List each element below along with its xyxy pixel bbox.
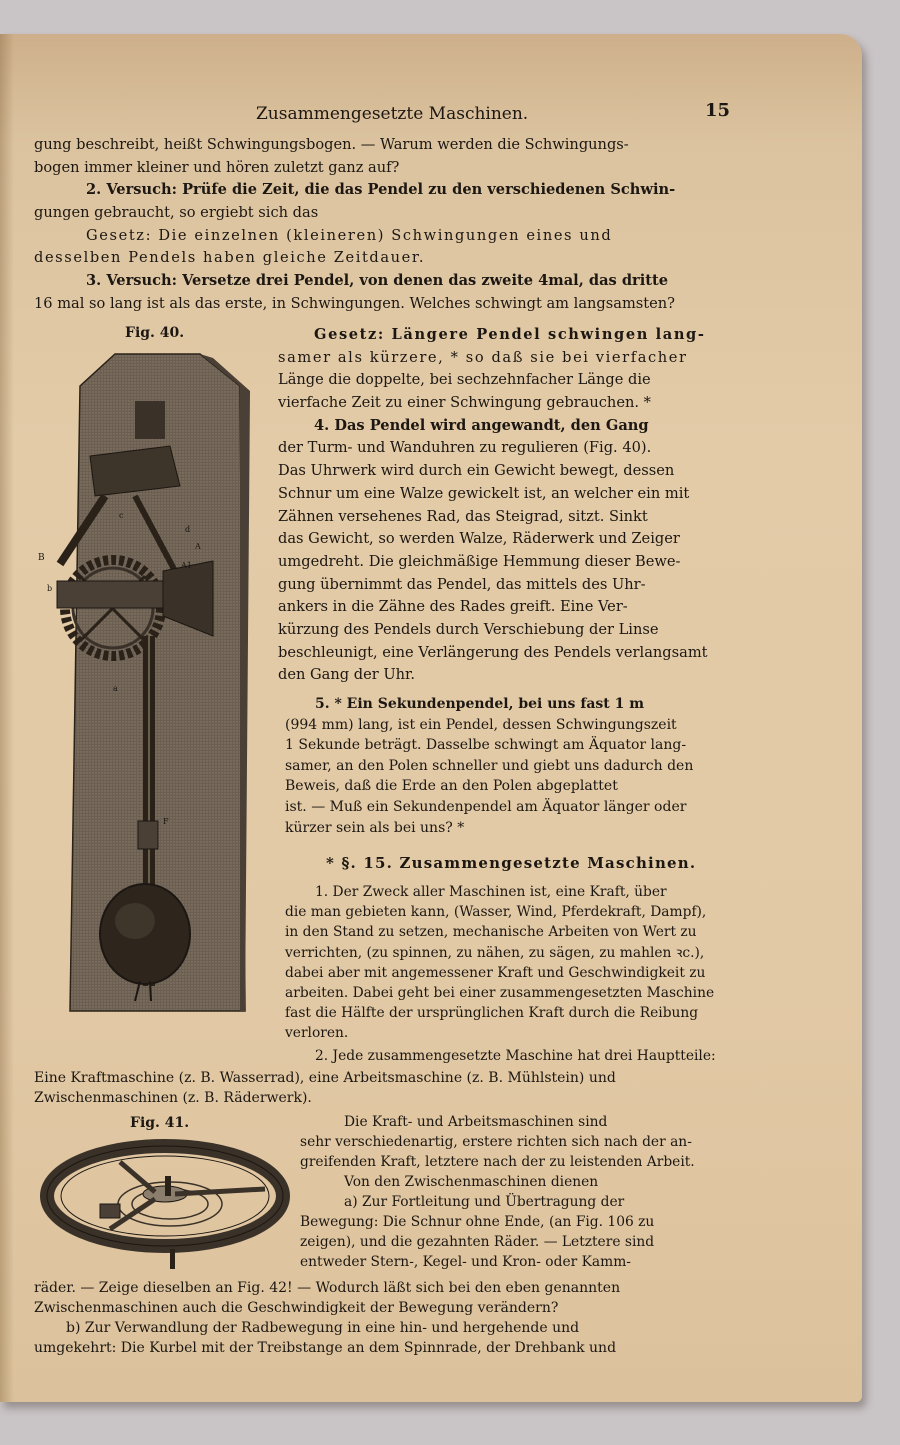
text-line: zeigen), und die gezahnten Räder. — Letztere sind [300,1234,655,1250]
bottom-text-block [34,1278,774,1358]
text-line: in den Stand zu setzen, mechanische Arbeiten von Wert zu [285,924,697,941]
text-line: beschleunigt, eine Verlängerung des Pendels verlangsamt [278,643,708,661]
fig40-label-a: a [113,684,118,693]
fig40-pendulum-clock-illustration [35,346,260,1036]
fig40-label-b: b [47,584,53,593]
point-2 [315,1046,755,1066]
fig41-balance-wheel-illustration [40,1134,290,1274]
fig40-label-d: d [185,525,191,534]
experiment-2: 2. Versuch: Prüfe die Zeit, die das Pendel zu den verschiedenen Schwin- [86,181,676,199]
text-line: umgedreht. Die gleichmäßige Hemmung dieser Bewe- [278,552,681,570]
text-line: kürzer sein als bei uns? * [285,819,465,836]
text-line: 16 mal so lang ist als das erste, in Schwingungen. Welches schwingt am langsamsten? [34,294,675,312]
text-line: fast die Hälfte der ursprünglichen Kraft durch die Reibung [285,1005,699,1022]
three-main-parts [34,1068,774,1108]
text-line: Beweis, daß die Erde an den Polen abgeplattet [285,778,618,795]
page-number: 15 [705,100,731,121]
text-line: die man gebieten kann, (Wasser, Wind, Pferdekraft, Dampf), [285,904,707,921]
text-line: samer, an den Polen schneller und giebt uns dadurch den [285,757,694,774]
text-line: ankers in die Zähne des Rades greift. Eine Ver- [278,598,628,616]
text-line: das Gewicht, so werden Walze, Räderwerk und Zeiger [278,530,680,548]
text-line: Länge die doppelte, bei sechzehnfacher Länge die [278,371,651,389]
machines-description [300,1112,755,1272]
text-line: entweder Stern-, Kegel- und Kron- oder Kamm- [300,1254,631,1270]
fig40-label-A: A [195,542,201,551]
law-longer-pendulum: Gesetz: Längere Pendel schwingen lang- [314,326,706,343]
text-line: Bewegung: Die Schnur ohne Ende, (an Fig. 106 zu [300,1214,655,1230]
text-line: arbeiten. Dabei geht bei einer zusammengesetzten Maschine [285,984,715,1001]
point-b: b) Zur Verwandlung der Radbewegung in eine hin- und hergehende und [66,1320,580,1336]
text-line: der Turm- und Wanduhren zu regulieren (Fig. 40). [278,439,652,457]
fig40-label-F: F [163,817,169,826]
law-statement: Gesetz: Die einzelnen (kleineren) Schwingungen eines und [86,226,613,244]
point-1: 1. Der Zweck aller Maschinen ist, eine Kraft, über [315,884,667,900]
fig40-label-B: B [38,553,45,563]
text-line: bogen immer kleiner und hören zuletzt ganz auf? [34,158,400,176]
running-title: Zusammengesetzte Maschinen. [256,104,529,124]
fig40-label-A1: A1 [181,561,192,570]
text-line: (994 mm) lang, ist ein Pendel, dessen Schwingungszeit [285,716,677,733]
text-line: umgekehrt: Die Kurbel mit der Treibstange an dem Spinnrade, der Drehbank und [34,1340,617,1356]
section-paragraph-1 [285,882,745,1044]
right-column-pendulum-law [278,324,748,687]
text-line: kürzung des Pendels durch Verschiebung der Linse [278,620,659,638]
text-line: 1 Sekunde beträgt. Dasselbe schwingt am Äquator lang- [285,737,687,754]
text-line: dabei aber mit angemessener Kraft und Geschwindigkeit zu [285,964,706,981]
section-heading: * §. 15. Zusammengesetzte Maschinen. [326,854,697,872]
text-line: samer als kürzere, * so daß sie bei vierfacher [278,348,688,366]
text-line: vierfache Zeit zu einer Schwingung gebrauchen. * [278,394,651,412]
text-line: sehr verschiedenartig, erstere richten sich nach der an- [300,1134,692,1150]
text-line: verloren. [285,1025,349,1042]
fig40-label-c: c [119,511,124,520]
point-4: 4. Das Pendel wird angewandt, den Gang [314,416,649,434]
text-line: Zwischenmaschinen auch die Geschwindigkeit der Bewegung verändern? [34,1300,559,1316]
fig40-caption: Fig. 40. [125,325,185,341]
text-line: gung beschreibt, heißt Schwingungsbogen. — Warum werden die Schwingungs- [34,136,629,153]
text-line: 2. Jede zusammengesetzte Maschine hat drei Hauptteile: [315,1048,716,1064]
text-line: den Gang der Uhr. [278,666,416,684]
book-page [0,34,862,1402]
text-line: gungen gebraucht, so ergiebt sich das [34,204,319,222]
fig41-caption: Fig. 41. [130,1115,190,1131]
experiment-3: 3. Versuch: Versetze drei Pendel, von denen das zweite 4mal, das dritte [86,272,669,290]
text-line: gung übernimmt das Pendel, das mittels des Uhr- [278,575,646,593]
text-line: Eine Kraftmaschine (z. B. Wasserrad), eine Arbeitsmaschine (z. B. Mühlstein) und [34,1070,616,1086]
point-a: a) Zur Fortleitung und Übertragung der [344,1194,625,1210]
text-line: räder. — Zeige dieselben an Fig. 42! — Wodurch läßt sich bei den eben genannten [34,1280,621,1296]
text-line: ist. — Muß ein Sekundenpendel am Äquator länger oder [285,798,687,815]
text-line: Schnur um eine Walze gewickelt ist, an welcher ein mit [278,484,690,502]
point-5: 5. * Ein Sekundenpendel, bei uns fast 1 m [315,696,645,712]
text-line: verrichten, (zu spinnen, zu nähen, zu sägen, zu mahlen ꝛc.), [285,944,705,961]
top-text-block [34,134,774,316]
text-line: Die Kraft- und Arbeitsmaschinen sind [344,1114,608,1130]
text-line: greifenden Kraft, letztere nach der zu leistenden Arbeit. [300,1154,695,1170]
text-line: desselben Pendels haben gleiche Zeitdauer. [34,249,426,267]
text-line: Zwischenmaschinen (z. B. Räderwerk). [34,1090,312,1106]
text-line: Das Uhrwerk wird durch ein Gewicht bewegt, dessen [278,462,675,480]
intermediate-machines-intro: Von den Zwischenmaschinen dienen [344,1174,599,1190]
seconds-pendulum-block [285,694,745,838]
text-line: Zähnen versehenes Rad, das Steigrad, sitzt. Sinkt [278,507,648,525]
